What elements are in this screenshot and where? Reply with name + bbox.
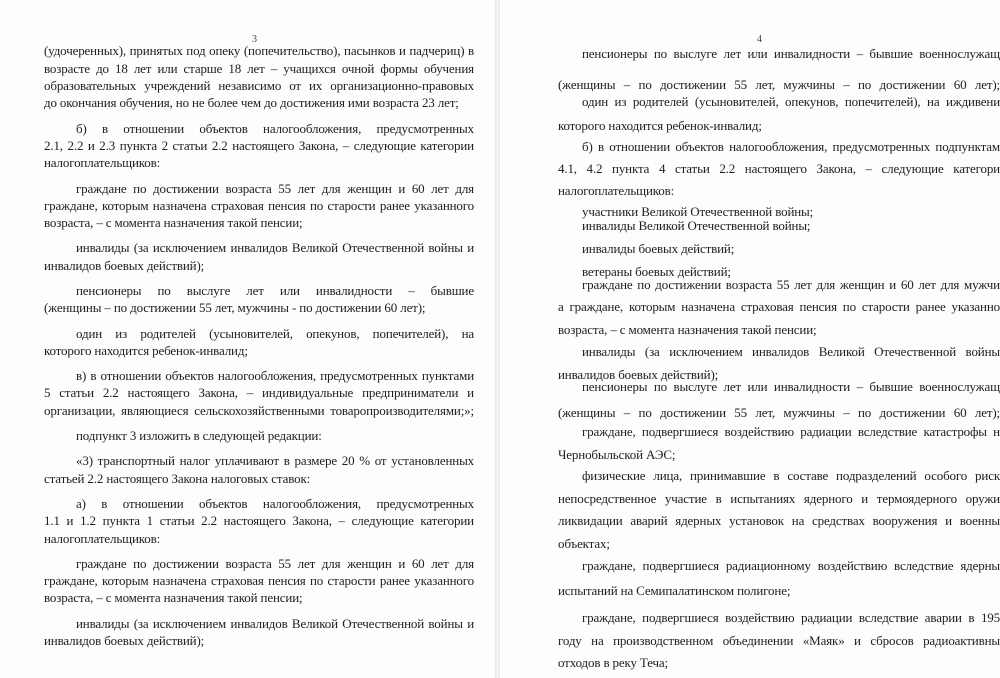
text-line: возрасте до 18 лет или старше 18 лет – учащихся очной формы обучения (44, 61, 474, 76)
text-line: налогоплательщиков: (44, 155, 161, 170)
text-line: инвалиды Великой Отечественной войны; (582, 218, 811, 233)
text-line: граждане по достижении возраста 55 лет для женщин и 60 лет для мужчи (582, 277, 1000, 292)
text-line: физические лица, принимавшие в составе подразделений особого риск (582, 468, 1000, 483)
text-line: граждане, которым назначена страховая пенсия по старости ранее указанного (44, 198, 474, 213)
text-line: ветераны боевых действий; (582, 264, 731, 279)
text-line: инвалиды (за исключением инвалидов Великой Отечественной войны и (76, 240, 474, 255)
text-line: объектах; (558, 536, 610, 551)
text-line: 4.1, 4.2 пункта 4 статьи 2.2 настоящего Закона, – следующие категори (558, 161, 1000, 176)
text-line: один из родителей (усыновителей, опекунов, попечителей), на иждивени (582, 94, 1000, 109)
text-line: образовательных учреждений независимо от их организационно-правовых (44, 78, 474, 93)
text-line: возраста, – с момента назначения такой пенсии; (558, 322, 817, 337)
text-line: возраста, – с момента назначения такой пенсии; (44, 215, 303, 230)
text-line: Чернобыльской АЭС; (558, 447, 676, 462)
text-line: б) в отношении объектов налогообложения, предусмотренных подпунктам (582, 139, 1000, 154)
text-line: граждане по достижении возраста 55 лет для женщин и 60 лет для (76, 181, 474, 196)
text-line: которого находится ребенок-инвалид; (558, 118, 762, 133)
text-line: (женщины – по достижении 55 лет, мужчины – по достижении 60 лет); (558, 405, 1000, 420)
text-line: пенсионеры по выслуге лет или инвалидности – бывшие военнослужащ (582, 379, 1000, 394)
text-line: инвалиды боевых действий; (582, 241, 735, 256)
text-line: граждане, подвергшиеся радиационному воздействию вследствие ядерны (582, 558, 1000, 573)
text-line: испытаний на Семипалатинском полигоне; (558, 583, 791, 598)
text-line: граждане, подвергшиеся воздействию радиации вследствие аварии в 195 (582, 610, 1000, 625)
text-line: инвалидов боевых действий); (44, 633, 205, 648)
text-line: организации, являющиеся сельскохозяйственными товаропроизводителями;»; (44, 403, 474, 418)
text-line: граждане, которым назначена страховая пенсия по старости ранее указанного (44, 573, 474, 588)
text-line: граждане, подвергшиеся воздействию радиации вследствие катастрофы н (582, 424, 1000, 439)
text-line: один из родителей (усыновителей, опекунов, попечителей), на (76, 326, 474, 341)
text-line: 1.1 и 1.2 пункта 1 статьи 2.2 настоящего Закона, – следующие категории (44, 513, 474, 528)
text-line: 5 статьи 2.2 настоящего Закона, – индивидуальные предприниматели и (44, 385, 474, 400)
text-line: которого находится ребенок-инвалид; (44, 343, 248, 358)
right-page-text (500, 0, 1000, 678)
text-line: до окончания обучения, но не более чем до достижения ими возраста 23 лет; (44, 95, 459, 110)
text-line: отходов в реку Теча; (558, 655, 668, 670)
text-line: ликвидации аварий ядерных установок на средствах вооружения и военны (558, 513, 1000, 528)
page-number: 4 (757, 34, 762, 45)
text-line: участники Великой Отечественной войны; (582, 204, 814, 219)
text-line: 2.1, 2.2 и 2.3 пункта 2 статьи 2.2 настоящего Закона, – следующие категории (44, 138, 474, 153)
text-line: году на производственном объединении «Маяк» и сбросов радиоактивны (558, 633, 1000, 648)
text-line: «3) транспортный налог уплачивают в размере 20 % от установленных (76, 453, 474, 468)
text-line: инвалиды (за исключением инвалидов Великой Отечественной войны и (76, 616, 474, 631)
text-line: налогоплательщиков: (558, 183, 675, 198)
text-line: в) в отношении объектов налогообложения, предусмотренных пунктами (76, 368, 474, 383)
right-page (500, 0, 1000, 678)
left-page-text (0, 0, 495, 678)
left-page (0, 0, 495, 678)
text-line: (удочеренных), принятых под опеку (попечительство), пасынков и падчериц) в (44, 43, 474, 58)
page-number: 3 (252, 34, 257, 45)
text-line: б) в отношении объектов налогообложения, предусмотренных (76, 121, 474, 136)
text-line: (женщины – по достижении 55 лет, мужчины – по достижении 60 лет); (558, 77, 1000, 92)
text-line: а граждане, которым назначена страховая пенсия по старости ранее указанно (558, 299, 1000, 314)
text-line: (женщины – по достижении 55 лет, мужчины - по достижении 60 лет); (44, 300, 426, 315)
text-line: инвалиды (за исключением инвалидов Великой Отечественной войны (582, 344, 1000, 359)
text-line: статьей 2.2 настоящего Закона налоговых ставок: (44, 471, 311, 486)
text-line: налогоплательщиков: (44, 531, 161, 546)
text-line: подпункт 3 изложить в следующей редакции: (76, 428, 322, 443)
text-line: непосредственное участие в испытаниях ядерного и термоядерного оружи (558, 491, 1000, 506)
text-line: а) в отношении объектов налогообложения, предусмотренных (76, 496, 474, 511)
text-line: инвалидов боевых действий); (558, 367, 719, 382)
text-line: пенсионеры по выслуге лет или инвалидности – бывшие (76, 283, 474, 298)
text-line: пенсионеры по выслуге лет или инвалидности – бывшие военнослужащ (582, 46, 1000, 61)
text-line: граждане по достижении возраста 55 лет для женщин и 60 лет для (76, 556, 474, 571)
text-line: инвалидов боевых действий); (44, 258, 205, 273)
text-line: возраста, – с момента назначения такой пенсии; (44, 590, 303, 605)
